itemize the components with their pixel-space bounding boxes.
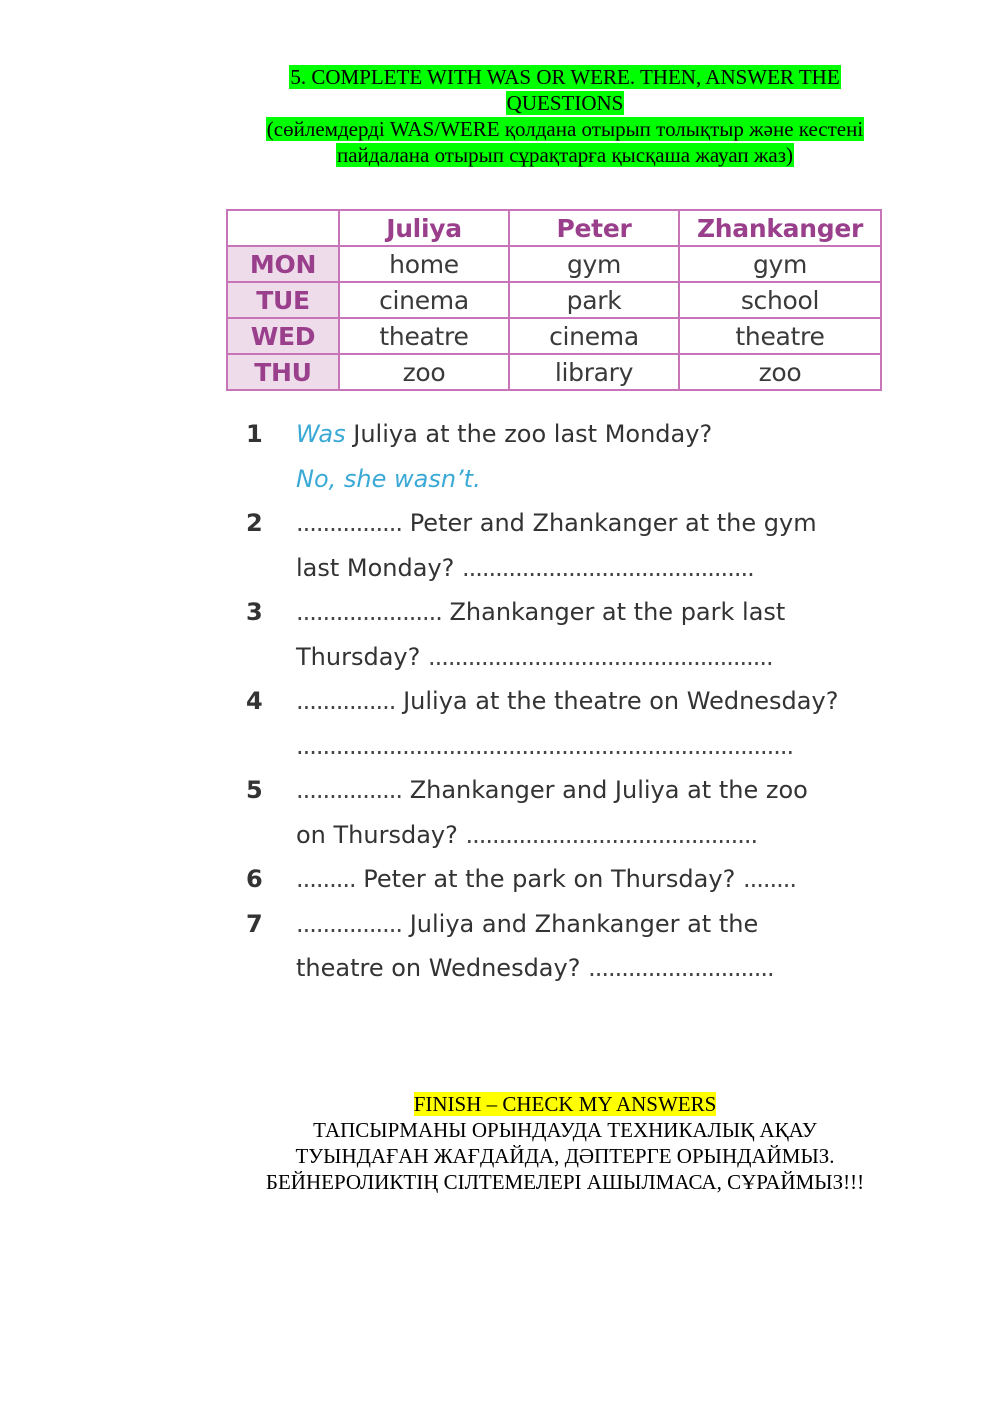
table-cell: cinema [509,318,679,354]
row-day-cell: MON [227,246,339,282]
table-cell: home [339,246,509,282]
table-header-row [227,210,881,246]
schedule-table [226,209,882,391]
heading-line-4: пайдалана отырып сұрақтарға қысқаша жауап жаз) [336,143,794,167]
question-number: 4 [246,687,263,715]
question-number: 1 [246,420,263,448]
question-text-cont: on Thursday? [296,820,466,849]
question-text: Peter at the park on Thursday? [355,865,743,893]
table-cell: zoo [679,354,881,390]
row-day-cell: WED [227,318,339,354]
answer-blank[interactable]: ........................................................................... [296,731,794,760]
table-cell: zoo [339,354,509,390]
question-1 [246,412,886,501]
table-cell: park [509,282,679,318]
question-text-cont: last Monday? [296,553,463,582]
footer-note-line-2: ТУЫНДАҒАН ЖАҒДАЙДА, ДӘПТЕРГЕ ОРЫНДАЙМЫЗ. [295,1144,835,1168]
footer-notes [220,1091,910,1195]
question-number: 6 [246,865,263,893]
question-number: 7 [246,909,263,938]
answer-blank[interactable]: ............................................ [465,820,758,849]
question-number: 5 [246,776,263,804]
table-row [227,354,881,390]
question-number: 2 [246,509,263,537]
table-cell: gym [509,246,679,282]
answer-blank[interactable]: ............................................ [462,553,754,582]
table-cell: school [679,282,881,318]
heading-line-1: 5. COMPLETE WITH WAS OR WERE. THEN, ANSWER THE [290,65,840,89]
table-cell: library [509,354,679,390]
answer-blank[interactable]: ........ [742,865,796,893]
question-text: Peter and Zhankanger at the gym [402,509,817,537]
verb-blank[interactable]: ................ [296,509,403,537]
question-text: Juliya and Zhankanger at the [402,909,759,938]
exercise-heading [220,64,910,168]
question-text: Juliya at the theatre on Wednesday? [395,687,839,715]
table-cell: theatre [339,318,509,354]
column-header-peter: Peter [509,210,679,246]
footer-note-line-3: БЕЙНЕРОЛИКТІҢ СІЛТЕМЕЛЕРІ АШЫЛМАСА, СҰРАЙМЫЗ!!! [265,1170,865,1194]
question-7 [246,902,886,991]
column-header-juliya: Juliya [339,210,509,246]
question-5 [246,768,886,857]
column-header-zhankanger: Zhankanger [679,210,881,246]
row-day-cell: THU [227,354,339,390]
answer-blank[interactable]: ............................ [588,954,774,982]
table-cell: gym [679,246,881,282]
verb-blank[interactable]: ................ [296,776,403,804]
table-row [227,246,881,282]
table-row [227,282,881,318]
question-text: Zhankanger at the park last [441,598,786,626]
heading-line-3: (сөйлемдерді WAS/WERE қолдана отырып толықтыр және кестені [266,117,864,141]
question-text-cont: Thursday? [296,642,428,671]
question-3 [246,590,886,679]
table-row [227,318,881,354]
question-text-cont: theatre on Wednesday? [296,954,589,982]
question-6 [246,857,886,902]
verb-blank[interactable]: ................ [296,909,403,938]
question-text: Zhankanger and Juliya at the zoo [402,776,808,804]
table-cell: theatre [679,318,881,354]
verb-blank[interactable]: ............... [296,687,396,715]
heading-line-2: QUESTIONS [506,91,624,115]
table-cell: cinema [339,282,509,318]
question-list [246,412,886,991]
row-day-cell: TUE [227,282,339,318]
example-answer-word: Was [296,420,346,448]
verb-blank[interactable]: ......... [296,865,356,893]
question-2 [246,501,886,590]
table-corner-cell [227,210,339,246]
footer-note-line-1: ТАПСЫРМАНЫ ОРЫНДАУДА ТЕХНИКАЛЫҚ АҚАУ [313,1118,817,1142]
question-number: 3 [246,598,263,626]
question-text: Juliya at the zoo last Monday? [345,420,713,448]
answer-blank[interactable]: .................................................... [427,642,773,671]
finish-check-answers-link[interactable]: FINISH – CHECK MY ANSWERS [413,1092,717,1116]
example-short-answer: No, she wasn’t. [296,464,481,493]
verb-blank[interactable]: ...................... [296,598,442,626]
question-4 [246,679,886,768]
